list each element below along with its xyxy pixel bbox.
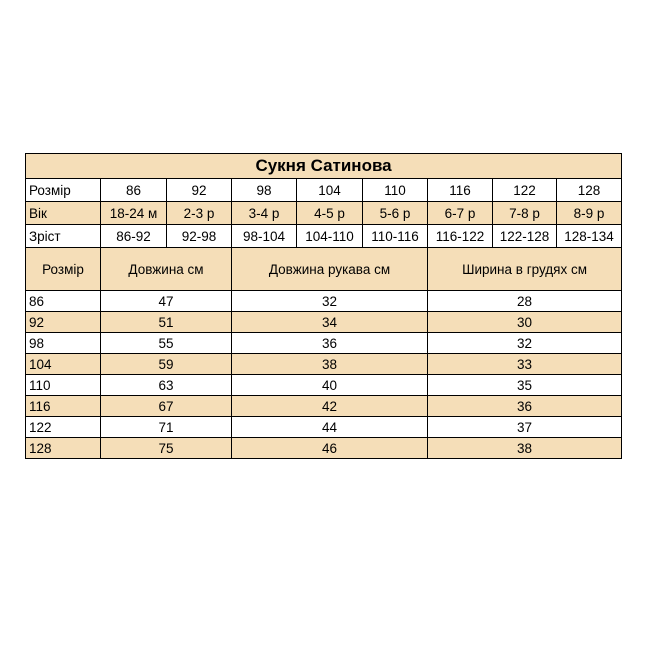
age-row — [26, 202, 622, 225]
age-cell: 3-4 р — [232, 202, 297, 225]
age-cell: 8-9 р — [557, 202, 622, 225]
size-value: 86 — [26, 291, 101, 312]
size-cell: 86 — [101, 179, 167, 202]
height-cell: 92-98 — [167, 225, 232, 248]
length-value: 59 — [101, 354, 232, 375]
size-cell: 104 — [297, 179, 363, 202]
sizes-row — [26, 179, 622, 202]
measurements-header-row — [26, 248, 622, 291]
chest-width-value: 36 — [428, 396, 622, 417]
table-row — [26, 375, 622, 396]
chest-width-value: 33 — [428, 354, 622, 375]
table-row — [26, 312, 622, 333]
height-cell: 98-104 — [232, 225, 297, 248]
table-row — [26, 396, 622, 417]
height-cell: 128-134 — [557, 225, 622, 248]
size-value: 98 — [26, 333, 101, 354]
sleeve-length-value: 34 — [232, 312, 428, 333]
sleeve-length-value: 32 — [232, 291, 428, 312]
height-cell: 110-116 — [363, 225, 428, 248]
table-row — [26, 354, 622, 375]
age-cell: 6-7 р — [428, 202, 493, 225]
measurements-body — [26, 291, 622, 459]
size-value: 122 — [26, 417, 101, 438]
chest-width-value: 38 — [428, 438, 622, 459]
chest-width-value: 37 — [428, 417, 622, 438]
table-row — [26, 417, 622, 438]
age-row-label: Вік — [26, 202, 101, 225]
age-cell: 4-5 р — [297, 202, 363, 225]
title-row — [26, 154, 622, 179]
size-cell: 110 — [363, 179, 428, 202]
size-chart-table — [25, 153, 622, 459]
sleeve-length-value: 38 — [232, 354, 428, 375]
size-cell: 122 — [493, 179, 557, 202]
sizes-row-label: Розмір — [26, 179, 101, 202]
length-value: 71 — [101, 417, 232, 438]
length-value: 67 — [101, 396, 232, 417]
table-row — [26, 291, 622, 312]
sleeve-length-value: 44 — [232, 417, 428, 438]
length-value: 63 — [101, 375, 232, 396]
age-cell: 7-8 р — [493, 202, 557, 225]
chest-width-value: 28 — [428, 291, 622, 312]
height-row-label: Зріст — [26, 225, 101, 248]
header-sleeve-length: Довжина рукава см — [232, 248, 428, 291]
size-value: 128 — [26, 438, 101, 459]
height-cell: 86-92 — [101, 225, 167, 248]
table-title: Сукня Сатинова — [26, 154, 622, 179]
header-chest-width: Ширина в грудях см — [428, 248, 622, 291]
length-value: 75 — [101, 438, 232, 459]
sleeve-length-value: 36 — [232, 333, 428, 354]
chest-width-value: 32 — [428, 333, 622, 354]
table-row — [26, 333, 622, 354]
size-cell: 92 — [167, 179, 232, 202]
height-row — [26, 225, 622, 248]
height-cell: 122-128 — [493, 225, 557, 248]
size-value: 92 — [26, 312, 101, 333]
sleeve-length-value: 42 — [232, 396, 428, 417]
chest-width-value: 35 — [428, 375, 622, 396]
size-value: 104 — [26, 354, 101, 375]
age-cell: 2-3 р — [167, 202, 232, 225]
length-value: 55 — [101, 333, 232, 354]
size-value: 116 — [26, 396, 101, 417]
age-cell: 5-6 р — [363, 202, 428, 225]
header-size: Розмір — [26, 248, 101, 291]
sleeve-length-value: 40 — [232, 375, 428, 396]
size-cell: 116 — [428, 179, 493, 202]
header-length: Довжина см — [101, 248, 232, 291]
length-value: 47 — [101, 291, 232, 312]
size-cell: 128 — [557, 179, 622, 202]
height-cell: 116-122 — [428, 225, 493, 248]
table-row — [26, 438, 622, 459]
age-cell: 18-24 м — [101, 202, 167, 225]
sleeve-length-value: 46 — [232, 438, 428, 459]
size-value: 110 — [26, 375, 101, 396]
height-cell: 104-110 — [297, 225, 363, 248]
length-value: 51 — [101, 312, 232, 333]
chest-width-value: 30 — [428, 312, 622, 333]
size-cell: 98 — [232, 179, 297, 202]
